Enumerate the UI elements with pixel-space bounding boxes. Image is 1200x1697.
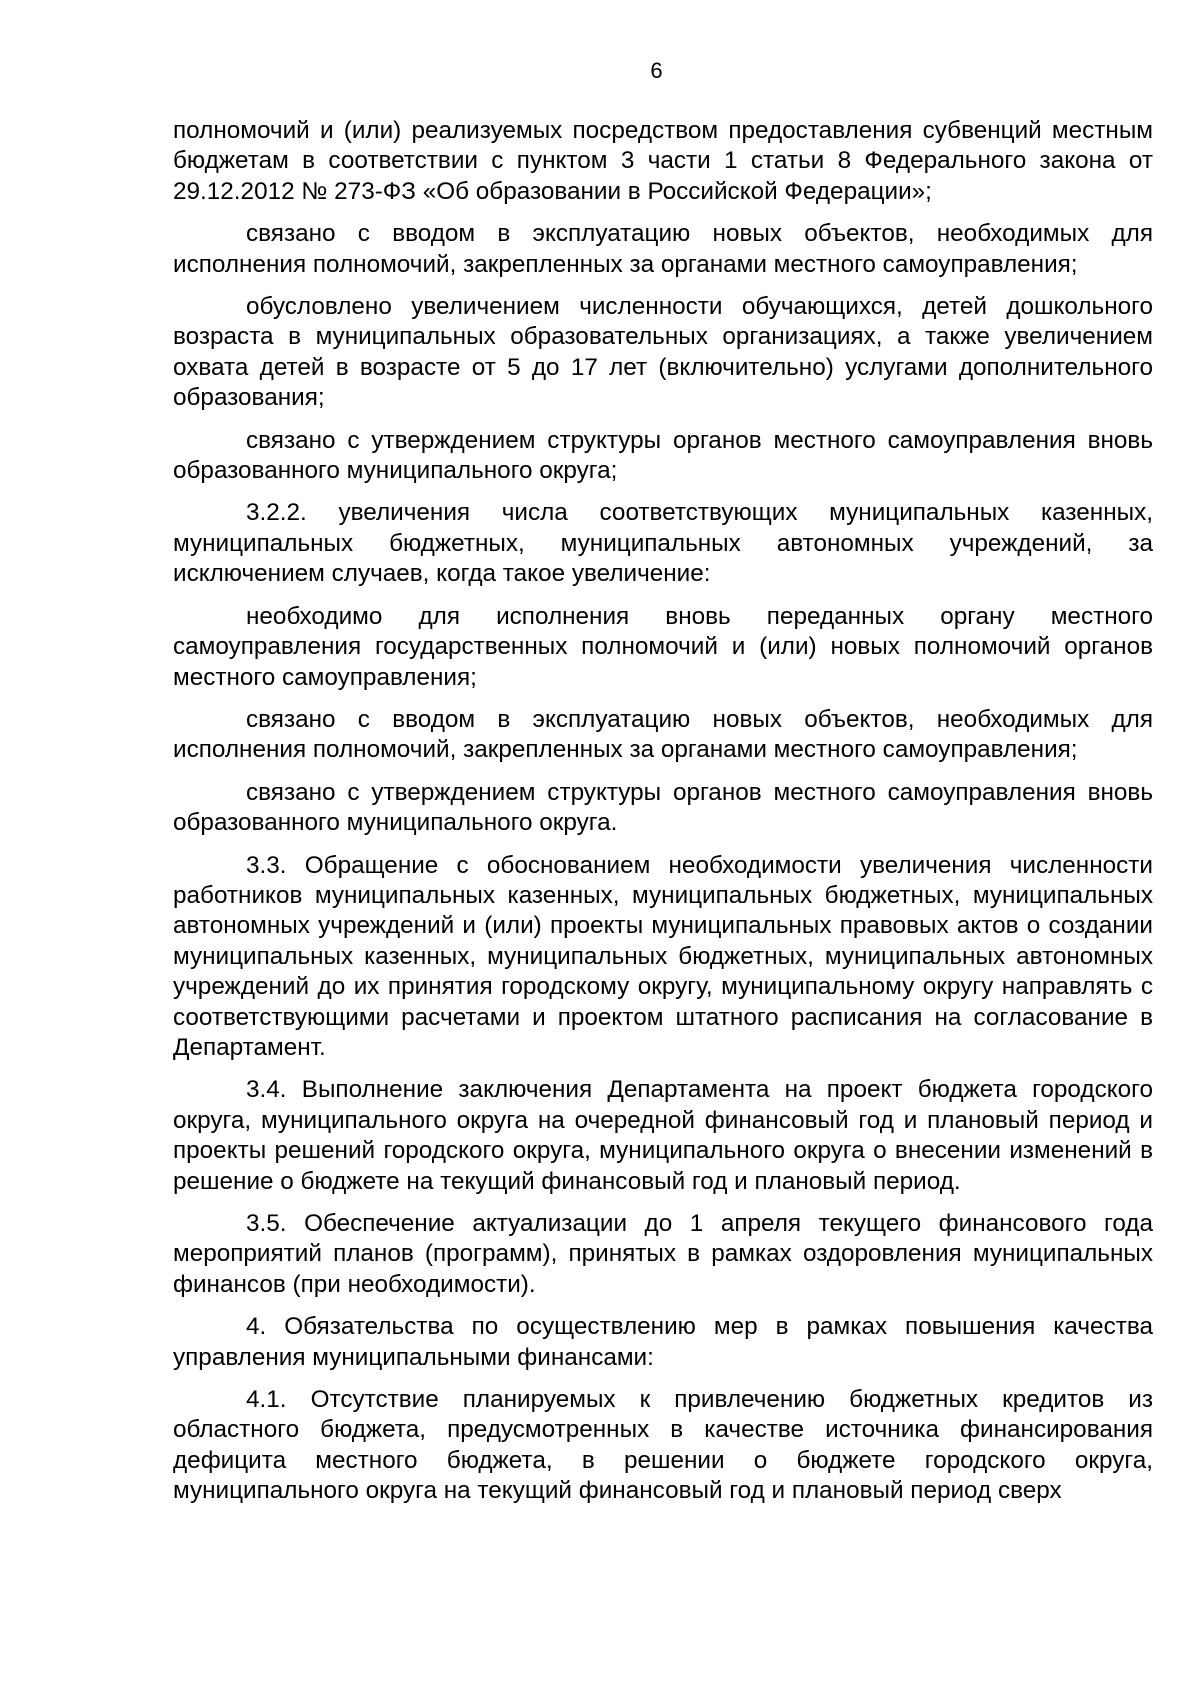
paragraph-new-objects: связано с вводом в эксплуатацию новых объектов, необходимых для исполнения полномочий, закрепленных за органами местного самоуправления; [173,220,1153,278]
paragraph-transferred-powers: необходимо для исполнения вновь переданных органу местного самоуправления государственных полномочий и (или) новых полномочий органов местного самоуправления; [173,602,1153,691]
paragraph-4-1: 4.1. Отсутствие планируемых к привлечению бюджетных кредитов из областного бюджета, предусмотренных в качестве источника финансирования дефицита местного бюджета, в решении о бюджете городского округа, муниципального округа на текущий финансовый год и плановый период сверх [173,1386,1153,1505]
document-body [173,116,1153,1519]
paragraph-new-objects-2: связано с вводом в эксплуатацию новых объектов, необходимых для исполнения полномочий, закрепленных за органами местного самоуправления; [173,705,1153,764]
paragraph-student-growth: обусловлено увеличением численности обучающихся, детей дошкольного возраста в муниципальных образовательных организациях, а также увеличением охвата детей в возрасте от 5 до 17 лет (включительно) услугами дополнительного образования; [173,293,1153,412]
paragraph-continuation: полномочий и (или) реализуемых посредством предоставления субвенций местным бюджетам в соответствии с пунктом 3 части 1 статьи 8 Федерального закона от 29.12.2012 № 273-ФЗ «Об образовании в Российской Федерации»; [173,117,1153,205]
paragraph-3-2-2: 3.2.2. увеличения числа соответствующих муниципальных казенных, муниципальных бюджетных, муниципальных автономных учреждений, за исключением случаев, когда такое увеличение: [173,499,1153,588]
paragraph-new-district-structure: связано с утверждением структуры органов местного самоуправления вновь образованного муниципального округа; [173,426,1153,485]
paragraph-3-3: 3.3. Обращение с обоснованием необходимости увеличения численности работников муниципальных казенных, муниципальных бюджетных, муниципальных автономных учреждений и (или) проекты муниципальных правовых актов о создании муниципальных казенных, муниципальных бюджетных, муниципальных автономных учреждений до их принятия городскому округу, муниципальному округу направлять с соответствующими расчетами и проектом штатного расписания на согласование в Департамент. [173,851,1153,1061]
paragraph-4: 4. Обязательства по осуществлению мер в рамках повышения качества управления муниципальными финансами: [173,1313,1153,1371]
page-number: 6 [650,58,663,83]
paragraph-3-4: 3.4. Выполнение заключения Департамента на проект бюджета городского округа, муниципального округа на очередной финансовый год и плановый период и проекты решений городского округа, муниципального округа о внесении изменений в решение о бюджете на текущий финансовый год и плановый период. [173,1076,1153,1195]
paragraph-new-district-structure-2: связано с утверждением структуры органов местного самоуправления вновь образованного муниципального округа. [173,778,1153,837]
paragraph-3-5: 3.5. Обеспечение актуализации до 1 апреля текущего финансового года мероприятий планов (программ), принятых в рамках оздоровления муниципальных финансов (при необходимости). [173,1210,1153,1298]
